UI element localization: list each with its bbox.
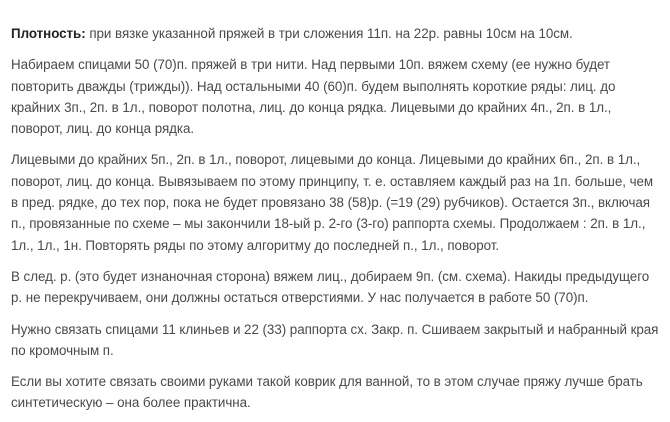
cast-on-paragraph: Набираем спицами 50 (70)п. пряжей в три нити. Над первыми 10п. вяжем схему (ее нужно будет повторить дважды (трижды)). Над остальными 40 (60)п. будем выполнять короткие ряды: лиц. до крайних 3п., 2п. в 1л., поворот полотна, лиц. до конца рядка. Лицевыми до крайних 4п., 2п. в 1л., поворот, лиц. до конца рядка.	[11, 57, 616, 137]
short-rows-paragraph: Лицевыми до крайних 5п., 2п. в 1л., поворот, лицевыми до конца. Лицевыми до крайних 6п., 2п. в 1л., поворот, лиц. до конца. Вывязываем по этому принципу, т. е. оставляем каждый раз на 1п. больше, чем в пред. рядке, до тех пор, пока не будет провязано 38 (58)р. (=19 (29) рубчиков). Остается 3п., включая п., провязанные по схеме – мы закончили 18-ый р. 2-го (3-го) раппорта схемы. Продолжаем : 2п. в 1л., 1л., 1л., 1н. Повторять ряды по этому алгоритму до последней п., 1л., поворот.	[11, 152, 654, 253]
density-text: при вязке указанной пряжей в три сложения 11п. на 22р. равны 10см на 10см.	[85, 26, 573, 41]
yarn-advice-paragraph: Если вы хотите связать своими руками такой коврик для ванной, то в этом случае пряжу лучше брать синтетическую – она более практична.	[11, 374, 643, 411]
density-paragraph	[11, 23, 660, 44]
wedges-paragraph: Нужно связать спицами 11 клиньев и 22 (33) раппорта сх. Закр. п. Сшиваем закрытый и набранный края по кромочным п.	[11, 321, 659, 358]
density-label: Плотность:	[11, 26, 86, 41]
wrong-side-paragraph: В след. р. (это будет изнаночная сторона) вяжем лиц., добираем 9п. (см. схема). Накиды предыдущего р. не перекручиваем, они должны остаться отверстиями. У нас получается в работе 50 (70)п.	[11, 268, 650, 306]
